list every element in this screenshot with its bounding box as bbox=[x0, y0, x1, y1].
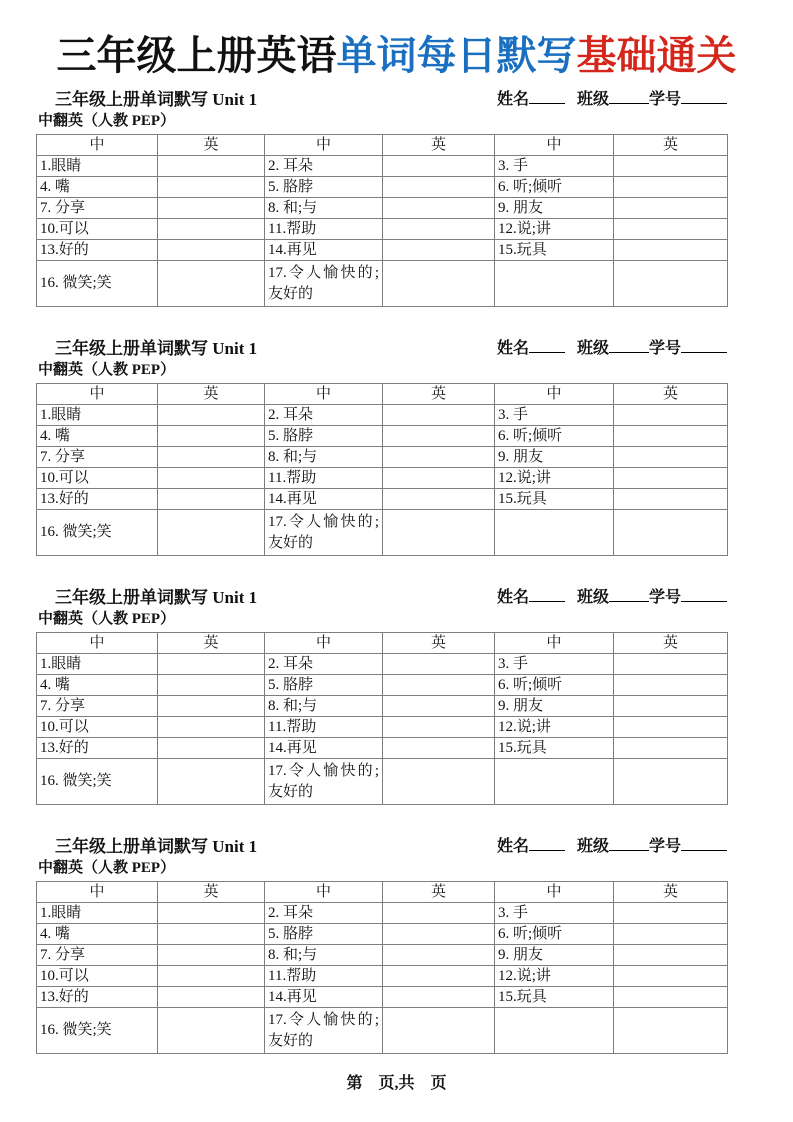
chinese-word-cell: 1.眼睛 bbox=[37, 156, 158, 177]
chinese-word-cell: 4. 嘴 bbox=[37, 426, 158, 447]
table-row bbox=[37, 903, 728, 924]
chinese-word-cell: 9. 朋友 bbox=[495, 696, 614, 717]
chinese-word-cell: 2. 耳朵 bbox=[265, 405, 383, 426]
chinese-word-cell: 5. 胳脖 bbox=[265, 924, 383, 945]
english-answer-cell bbox=[383, 738, 495, 759]
english-answer-cell bbox=[158, 987, 265, 1008]
chinese-word-cell: 13.好的 bbox=[37, 240, 158, 261]
english-answer-cell bbox=[383, 405, 495, 426]
table-row bbox=[37, 198, 728, 219]
chinese-word-cell: 17.令人愉快的;友好的 bbox=[265, 759, 383, 805]
chinese-word-cell: 3. 手 bbox=[495, 156, 614, 177]
section-header bbox=[55, 837, 727, 857]
english-answer-cell bbox=[158, 447, 265, 468]
english-answer-cell bbox=[614, 489, 728, 510]
name-blank-line bbox=[529, 339, 565, 353]
chinese-word-cell: 12.说;讲 bbox=[495, 468, 614, 489]
chinese-word-cell bbox=[495, 1008, 614, 1054]
english-answer-cell bbox=[383, 759, 495, 805]
table-row bbox=[37, 675, 728, 696]
english-answer-cell bbox=[383, 924, 495, 945]
english-answer-cell bbox=[158, 261, 265, 307]
chinese-word-cell: 8. 和;与 bbox=[265, 447, 383, 468]
id-label: 学号 bbox=[648, 340, 681, 357]
english-answer-cell bbox=[158, 966, 265, 987]
table-row bbox=[37, 987, 728, 1008]
chinese-word-cell bbox=[495, 261, 614, 307]
table-row bbox=[37, 447, 728, 468]
student-info-fields bbox=[497, 588, 727, 608]
column-header: 中 bbox=[37, 633, 158, 654]
english-answer-cell bbox=[383, 261, 495, 307]
table-row bbox=[37, 654, 728, 675]
page-footer: 第 页,共 页 bbox=[346, 1075, 447, 1092]
chinese-word-cell: 3. 手 bbox=[495, 405, 614, 426]
table-row bbox=[37, 1008, 728, 1054]
title-part-black: 三年级上册英语 bbox=[56, 33, 337, 78]
english-answer-cell bbox=[383, 717, 495, 738]
direction-note: 中翻英（人教 PEP） bbox=[38, 860, 176, 876]
direction-note: 中翻英（人教 PEP） bbox=[38, 113, 176, 129]
id-blank-line bbox=[681, 90, 727, 104]
column-header: 英 bbox=[614, 633, 728, 654]
chinese-word-cell: 14.再见 bbox=[265, 489, 383, 510]
column-header: 英 bbox=[383, 882, 495, 903]
english-answer-cell bbox=[383, 489, 495, 510]
chinese-word-cell: 5. 胳脖 bbox=[265, 177, 383, 198]
section-header bbox=[55, 90, 727, 110]
english-answer-cell bbox=[158, 945, 265, 966]
class-label: 班级 bbox=[576, 91, 609, 108]
english-answer-cell bbox=[614, 240, 728, 261]
class-blank-line bbox=[609, 90, 649, 104]
name-blank-line bbox=[529, 90, 565, 104]
english-answer-cell bbox=[158, 405, 265, 426]
english-answer-cell bbox=[383, 903, 495, 924]
english-answer-cell bbox=[614, 903, 728, 924]
section-header bbox=[55, 588, 727, 608]
table-row bbox=[37, 156, 728, 177]
english-answer-cell bbox=[614, 198, 728, 219]
chinese-word-cell: 15.玩具 bbox=[495, 240, 614, 261]
column-header: 英 bbox=[383, 633, 495, 654]
chinese-word-cell: 10.可以 bbox=[37, 966, 158, 987]
column-header: 中 bbox=[265, 384, 383, 405]
name-label: 姓名 bbox=[496, 838, 529, 855]
chinese-word-cell bbox=[495, 510, 614, 556]
table-row bbox=[37, 759, 728, 805]
column-header: 英 bbox=[614, 882, 728, 903]
chinese-word-cell: 4. 嘴 bbox=[37, 675, 158, 696]
table-row bbox=[37, 405, 728, 426]
english-answer-cell bbox=[614, 405, 728, 426]
column-header: 英 bbox=[158, 633, 265, 654]
column-header: 中 bbox=[37, 135, 158, 156]
table-header-row bbox=[37, 135, 728, 156]
table-row bbox=[37, 219, 728, 240]
table-row bbox=[37, 966, 728, 987]
english-answer-cell bbox=[158, 198, 265, 219]
table-row bbox=[37, 468, 728, 489]
column-header: 中 bbox=[265, 633, 383, 654]
id-label: 学号 bbox=[648, 838, 681, 855]
student-info-fields bbox=[497, 837, 727, 857]
chinese-word-cell: 1.眼睛 bbox=[37, 903, 158, 924]
dictation-section-4 bbox=[0, 837, 793, 1054]
english-answer-cell bbox=[383, 156, 495, 177]
chinese-word-cell: 6. 听;倾听 bbox=[495, 675, 614, 696]
chinese-word-cell: 15.玩具 bbox=[495, 987, 614, 1008]
column-header: 中 bbox=[495, 633, 614, 654]
english-answer-cell bbox=[614, 924, 728, 945]
table-row bbox=[37, 489, 728, 510]
chinese-word-cell: 10.可以 bbox=[37, 717, 158, 738]
english-answer-cell bbox=[614, 177, 728, 198]
english-answer-cell bbox=[383, 654, 495, 675]
english-answer-cell bbox=[158, 717, 265, 738]
id-label: 学号 bbox=[648, 589, 681, 606]
chinese-word-cell: 1.眼睛 bbox=[37, 405, 158, 426]
table-row bbox=[37, 738, 728, 759]
page-title bbox=[0, 0, 793, 78]
english-answer-cell bbox=[614, 219, 728, 240]
column-header: 英 bbox=[158, 135, 265, 156]
class-label: 班级 bbox=[576, 589, 609, 606]
english-answer-cell bbox=[383, 1008, 495, 1054]
chinese-word-cell: 1.眼睛 bbox=[37, 654, 158, 675]
english-answer-cell bbox=[158, 219, 265, 240]
chinese-word-cell: 9. 朋友 bbox=[495, 447, 614, 468]
chinese-word-cell: 4. 嘴 bbox=[37, 177, 158, 198]
chinese-word-cell: 14.再见 bbox=[265, 240, 383, 261]
chinese-word-cell: 11.帮助 bbox=[265, 468, 383, 489]
chinese-word-cell: 11.帮助 bbox=[265, 966, 383, 987]
table-row bbox=[37, 717, 728, 738]
english-answer-cell bbox=[383, 468, 495, 489]
id-blank-line bbox=[681, 837, 727, 851]
title-part-red: 基础通关 bbox=[576, 33, 737, 78]
chinese-word-cell: 14.再见 bbox=[265, 987, 383, 1008]
section-header bbox=[55, 339, 727, 359]
english-answer-cell bbox=[383, 447, 495, 468]
section-title: 三年级上册单词默写 Unit 1 bbox=[55, 90, 258, 109]
table-row bbox=[37, 945, 728, 966]
chinese-word-cell bbox=[495, 759, 614, 805]
dictation-table bbox=[36, 383, 728, 556]
column-header: 中 bbox=[265, 882, 383, 903]
chinese-word-cell: 10.可以 bbox=[37, 219, 158, 240]
table-row bbox=[37, 924, 728, 945]
id-blank-line bbox=[681, 588, 727, 602]
id-blank-line bbox=[681, 339, 727, 353]
english-answer-cell bbox=[383, 426, 495, 447]
chinese-word-cell: 15.玩具 bbox=[495, 489, 614, 510]
column-header: 英 bbox=[614, 135, 728, 156]
section-title: 三年级上册单词默写 Unit 1 bbox=[55, 339, 258, 358]
chinese-word-cell: 7. 分享 bbox=[37, 198, 158, 219]
dictation-table bbox=[36, 632, 728, 805]
table-header-row bbox=[37, 384, 728, 405]
chinese-word-cell: 7. 分享 bbox=[37, 447, 158, 468]
english-answer-cell bbox=[614, 759, 728, 805]
english-answer-cell bbox=[158, 240, 265, 261]
column-header: 中 bbox=[37, 882, 158, 903]
chinese-word-cell: 2. 耳朵 bbox=[265, 903, 383, 924]
class-blank-line bbox=[609, 588, 649, 602]
student-info-fields bbox=[497, 339, 727, 359]
chinese-word-cell: 6. 听;倾听 bbox=[495, 924, 614, 945]
english-answer-cell bbox=[614, 156, 728, 177]
english-answer-cell bbox=[158, 654, 265, 675]
column-header: 中 bbox=[495, 882, 614, 903]
class-label: 班级 bbox=[576, 838, 609, 855]
section-title: 三年级上册单词默写 Unit 1 bbox=[55, 837, 258, 856]
table-row bbox=[37, 261, 728, 307]
english-answer-cell bbox=[383, 177, 495, 198]
column-header: 中 bbox=[495, 384, 614, 405]
chinese-word-cell: 2. 耳朵 bbox=[265, 156, 383, 177]
dictation-section-1 bbox=[0, 90, 793, 307]
chinese-word-cell: 14.再见 bbox=[265, 738, 383, 759]
dictation-table bbox=[36, 881, 728, 1054]
english-answer-cell bbox=[614, 945, 728, 966]
chinese-word-cell: 7. 分享 bbox=[37, 696, 158, 717]
section-title: 三年级上册单词默写 Unit 1 bbox=[55, 588, 258, 607]
table-row bbox=[37, 240, 728, 261]
english-answer-cell bbox=[158, 177, 265, 198]
english-answer-cell bbox=[383, 675, 495, 696]
chinese-word-cell: 5. 胳脖 bbox=[265, 675, 383, 696]
direction-note: 中翻英（人教 PEP） bbox=[38, 611, 176, 627]
table-row bbox=[37, 426, 728, 447]
chinese-word-cell: 12.说;讲 bbox=[495, 966, 614, 987]
english-answer-cell bbox=[383, 198, 495, 219]
table-header-row bbox=[37, 882, 728, 903]
chinese-word-cell: 13.好的 bbox=[37, 987, 158, 1008]
english-answer-cell bbox=[158, 489, 265, 510]
chinese-word-cell: 16. 微笑;笑 bbox=[37, 261, 158, 307]
english-answer-cell bbox=[614, 510, 728, 556]
dictation-section-2 bbox=[0, 339, 793, 556]
class-blank-line bbox=[609, 339, 649, 353]
english-answer-cell bbox=[158, 156, 265, 177]
class-blank-line bbox=[609, 837, 649, 851]
chinese-word-cell: 9. 朋友 bbox=[495, 198, 614, 219]
english-answer-cell bbox=[158, 924, 265, 945]
title-part-blue: 单词每日默写 bbox=[336, 33, 577, 78]
chinese-word-cell: 11.帮助 bbox=[265, 717, 383, 738]
chinese-word-cell: 13.好的 bbox=[37, 489, 158, 510]
chinese-word-cell: 6. 听;倾听 bbox=[495, 177, 614, 198]
english-answer-cell bbox=[158, 696, 265, 717]
english-answer-cell bbox=[614, 468, 728, 489]
dictation-table bbox=[36, 134, 728, 307]
chinese-word-cell: 16. 微笑;笑 bbox=[37, 1008, 158, 1054]
english-answer-cell bbox=[383, 219, 495, 240]
chinese-word-cell: 3. 手 bbox=[495, 654, 614, 675]
chinese-word-cell: 13.好的 bbox=[37, 738, 158, 759]
english-answer-cell bbox=[158, 468, 265, 489]
column-header: 中 bbox=[495, 135, 614, 156]
english-answer-cell bbox=[614, 654, 728, 675]
column-header: 英 bbox=[158, 384, 265, 405]
english-answer-cell bbox=[614, 738, 728, 759]
english-answer-cell bbox=[614, 1008, 728, 1054]
name-blank-line bbox=[529, 588, 565, 602]
table-row bbox=[37, 177, 728, 198]
english-answer-cell bbox=[158, 675, 265, 696]
chinese-word-cell: 17.令人愉快的;友好的 bbox=[265, 510, 383, 556]
english-answer-cell bbox=[158, 426, 265, 447]
dictation-section-3 bbox=[0, 588, 793, 805]
chinese-word-cell: 9. 朋友 bbox=[495, 945, 614, 966]
chinese-word-cell: 10.可以 bbox=[37, 468, 158, 489]
chinese-word-cell: 15.玩具 bbox=[495, 738, 614, 759]
column-header: 中 bbox=[37, 384, 158, 405]
chinese-word-cell: 16. 微笑;笑 bbox=[37, 510, 158, 556]
chinese-word-cell: 17.令人愉快的;友好的 bbox=[265, 261, 383, 307]
english-answer-cell bbox=[383, 240, 495, 261]
chinese-word-cell: 8. 和;与 bbox=[265, 198, 383, 219]
chinese-word-cell: 2. 耳朵 bbox=[265, 654, 383, 675]
column-header: 英 bbox=[383, 384, 495, 405]
name-label: 姓名 bbox=[496, 589, 529, 606]
chinese-word-cell: 11.帮助 bbox=[265, 219, 383, 240]
table-row bbox=[37, 696, 728, 717]
student-info-fields bbox=[497, 90, 727, 110]
english-answer-cell bbox=[158, 1008, 265, 1054]
class-label: 班级 bbox=[576, 340, 609, 357]
english-answer-cell bbox=[383, 966, 495, 987]
table-header-row bbox=[37, 633, 728, 654]
english-answer-cell bbox=[383, 987, 495, 1008]
column-header: 英 bbox=[383, 135, 495, 156]
name-label: 姓名 bbox=[496, 340, 529, 357]
english-answer-cell bbox=[158, 903, 265, 924]
column-header: 英 bbox=[158, 882, 265, 903]
name-blank-line bbox=[529, 837, 565, 851]
chinese-word-cell: 8. 和;与 bbox=[265, 696, 383, 717]
chinese-word-cell: 12.说;讲 bbox=[495, 717, 614, 738]
table-row bbox=[37, 510, 728, 556]
english-answer-cell bbox=[614, 261, 728, 307]
english-answer-cell bbox=[614, 696, 728, 717]
direction-note: 中翻英（人教 PEP） bbox=[38, 362, 176, 378]
chinese-word-cell: 8. 和;与 bbox=[265, 945, 383, 966]
chinese-word-cell: 6. 听;倾听 bbox=[495, 426, 614, 447]
english-answer-cell bbox=[614, 717, 728, 738]
english-answer-cell bbox=[383, 696, 495, 717]
chinese-word-cell: 5. 胳脖 bbox=[265, 426, 383, 447]
column-header: 英 bbox=[614, 384, 728, 405]
name-label: 姓名 bbox=[496, 91, 529, 108]
chinese-word-cell: 7. 分享 bbox=[37, 945, 158, 966]
english-answer-cell bbox=[158, 510, 265, 556]
chinese-word-cell: 4. 嘴 bbox=[37, 924, 158, 945]
chinese-word-cell: 12.说;讲 bbox=[495, 219, 614, 240]
chinese-word-cell: 16. 微笑;笑 bbox=[37, 759, 158, 805]
chinese-word-cell: 3. 手 bbox=[495, 903, 614, 924]
english-answer-cell bbox=[614, 426, 728, 447]
column-header: 中 bbox=[265, 135, 383, 156]
english-answer-cell bbox=[158, 738, 265, 759]
english-answer-cell bbox=[614, 987, 728, 1008]
chinese-word-cell: 17.令人愉快的;友好的 bbox=[265, 1008, 383, 1054]
english-answer-cell bbox=[614, 675, 728, 696]
english-answer-cell bbox=[383, 510, 495, 556]
english-answer-cell bbox=[158, 759, 265, 805]
english-answer-cell bbox=[383, 945, 495, 966]
english-answer-cell bbox=[614, 447, 728, 468]
id-label: 学号 bbox=[648, 91, 681, 108]
english-answer-cell bbox=[614, 966, 728, 987]
